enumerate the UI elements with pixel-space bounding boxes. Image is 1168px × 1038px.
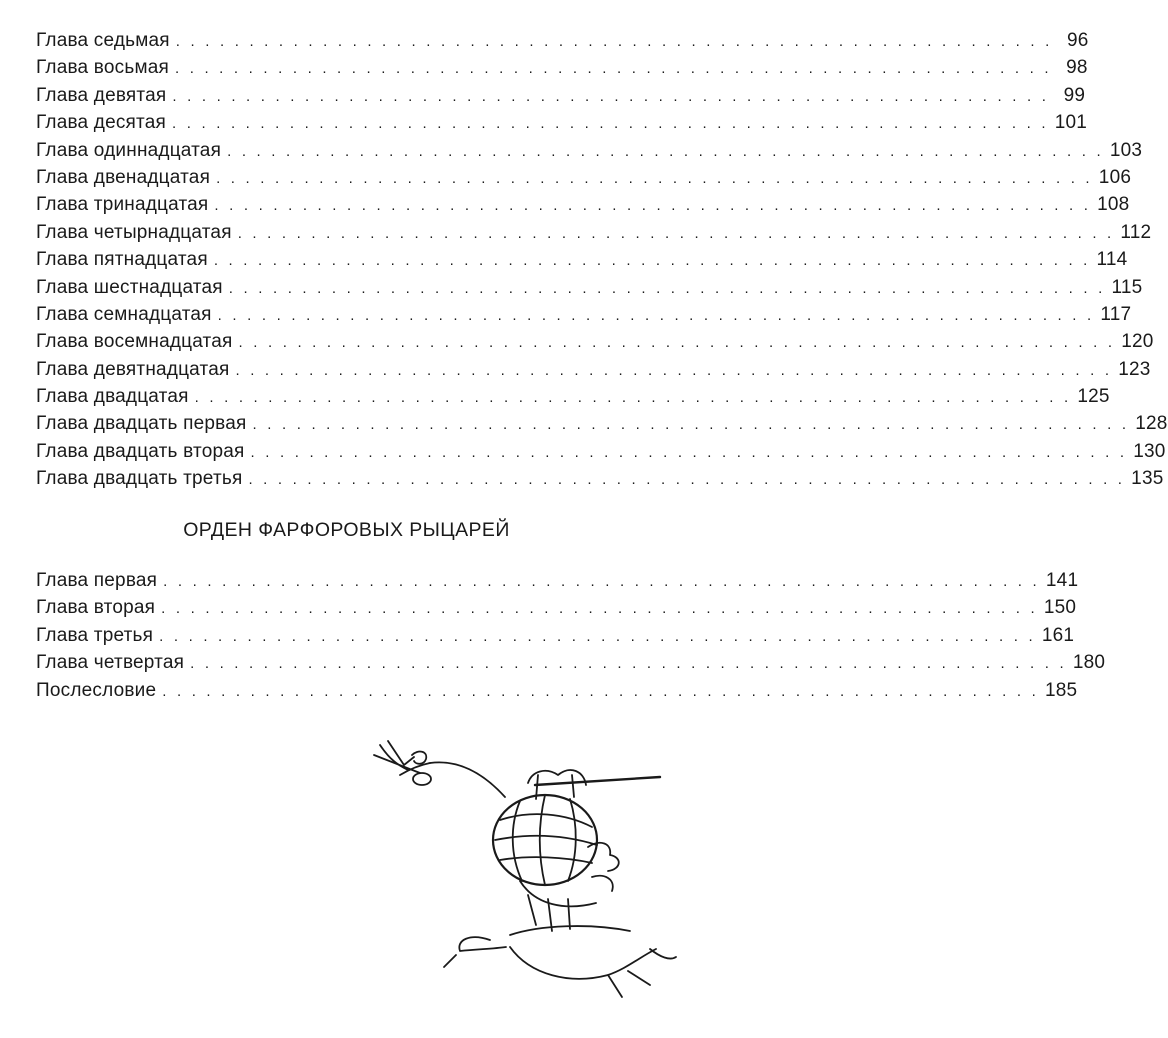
toc-leader-dots: . . . . . . . . . . . . . . . . . . . . . . . . . . . . . . . . . . . . . . . . . . . . . . . . . . . . . . . . . . . . — [235, 361, 1113, 379]
toc-entry-title: Глава двадцатая — [36, 386, 189, 408]
toc-leader-dots: . . . . . . . . . . . . . . . . . . . . . . . . . . . . . . . . . . . . . . . . . . . . . . . . . . . . . . . . . . . . — [194, 389, 1072, 407]
toc-entry-title: Глава семнадцатая — [36, 303, 212, 325]
toc-entry — [36, 440, 1166, 468]
toc-entry — [36, 624, 1075, 652]
toc-entry-title: Глава восьмая — [36, 57, 169, 79]
section-heading: ОРДЕН ФАРФОРОВЫХ РЫЦАРЕЙ — [183, 519, 510, 541]
toc-entry-page-number: 108 — [1097, 194, 1130, 216]
toc-entry-page-number: 112 — [1120, 221, 1152, 243]
toc-leader-dots: . . . . . . . . . . . . . . . . . . . . . . . . . . . . . . . . . . . . . . . . . . . . . . . . . . . . . . . . . . . . — [228, 279, 1106, 297]
toc-leader-dots: . . . . . . . . . . . . . . . . . . . . . . . . . . . . . . . . . . . . . . . . . . . . . . . . . . . . . . . . . . . . — [161, 600, 1038, 618]
toc-entry — [36, 221, 1152, 249]
toc-leader-dots: . . . . . . . . . . . . . . . . . . . . . . . . . . . . . . . . . . . . . . . . . . . . . . . . . . . . . . . . . . . . — [172, 115, 1049, 133]
toc-entry — [36, 249, 1128, 276]
toc-entry — [36, 358, 1151, 386]
toc-entry — [36, 652, 1106, 679]
toc-entry-page-number: 99 — [1063, 84, 1086, 106]
toc-leader-dots: . . . . . . . . . . . . . . . . . . . . . . . . . . . . . . . . . . . . . . . . . . . . . . . . . . . . . . . . . . . . — [217, 306, 1095, 324]
toc-entry-page-number: 125 — [1077, 386, 1110, 408]
toc-entry-page-number: 123 — [1118, 358, 1151, 380]
toc-entry-title: Глава четырнадцатая — [36, 221, 232, 243]
toc-entry — [36, 386, 1110, 413]
toc-entry — [36, 30, 1089, 57]
toc-leader-dots: . . . . . . . . . . . . . . . . . . . . . . . . . . . . . . . . . . . . . . . . . . . . . . . . . . . . . . . . . . . . — [250, 443, 1128, 461]
toc-entry-page-number: 130 — [1133, 440, 1166, 462]
toc-leader-dots: . . . . . . . . . . . . . . . . . . . . . . . . . . . . . . . . . . . . . . . . . . . . . . . . . . . . . . . . . . . . — [248, 471, 1126, 489]
toc-leader-dots: . . . . . . . . . . . . . . . . . . . . . . . . . . . . . . . . . . . . . . . . . . . . . . . . . . . . . . . . . . . . — [174, 60, 1052, 78]
toc-entry — [36, 468, 1164, 495]
toc-entry-page-number: 120 — [1121, 331, 1154, 353]
toc-entry-page-number: 185 — [1044, 679, 1078, 701]
toc-entry — [36, 303, 1132, 331]
toc-leader-dots: . . . . . . . . . . . . . . . . . . . . . . . . . . . . . . . . . . . . . . . . . . . . . . . . . . . . . . . . . . . . — [162, 682, 1039, 700]
toc-leader-dots: . . . . . . . . . . . . . . . . . . . . . . . . . . . . . . . . . . . . . . . . . . . . . . . . . . . . . . . . . . . . — [237, 224, 1115, 242]
toc-leader-dots: . . . . . . . . . . . . . . . . . . . . . . . . . . . . . . . . . . . . . . . . . . . . . . . . . . . . . . . . . . . . — [213, 252, 1091, 270]
toc-entry-title: Глава одиннадцатая — [36, 139, 222, 161]
toc-entry-title: Глава шестнадцатая — [36, 276, 223, 298]
toc-entry — [36, 597, 1077, 624]
toc-entry-title: Глава двадцать вторая — [36, 440, 245, 462]
toc-leader-dots: . . . . . . . . . . . . . . . . . . . . . . . . . . . . . . . . . . . . . . . . . . . . . . . . . . . . . . . . . . . . — [252, 416, 1130, 434]
toc-entry-page-number: 117 — [1100, 303, 1132, 325]
knight-on-globe-sketch-icon — [360, 735, 680, 1005]
toc-entry-page-number: 106 — [1098, 166, 1132, 188]
toc-entry — [36, 57, 1088, 84]
toc-leader-dots: . . . . . . . . . . . . . . . . . . . . . . . . . . . . . . . . . . . . . . . . . . . . . . . . . . . . . . . . . . . . — [159, 627, 1036, 645]
toc-entry — [36, 331, 1154, 358]
toc-entry-page-number: 128 — [1135, 413, 1168, 435]
toc-leader-dots: . . . . . . . . . . . . . . . . . . . . . . . . . . . . . . . . . . . . . . . . . . . . . . . . . . . . . . . . . . . . — [172, 87, 1050, 105]
toc-entry — [36, 139, 1143, 167]
toc-entry-title: Глава девятая — [36, 84, 167, 106]
toc-entry-title: Глава десятая — [36, 112, 166, 134]
toc-entry-page-number: 150 — [1043, 597, 1077, 619]
toc-entry — [36, 570, 1079, 597]
toc-entry-page-number: 101 — [1054, 112, 1088, 134]
toc-entry — [36, 413, 1168, 440]
toc-entry-title: Глава третья — [36, 624, 154, 646]
toc-entry-title: Глава первая — [36, 570, 158, 591]
toc-entry-title: Глава вторая — [36, 597, 156, 619]
toc-entry-page-number: 98 — [1066, 57, 1088, 79]
toc-entry-title: Глава седьмая — [36, 30, 170, 51]
toc-leader-dots: . . . . . . . . . . . . . . . . . . . . . . . . . . . . . . . . . . . . . . . . . . . . . . . . . . . . . . . . . . . . — [190, 655, 1067, 673]
toc-entry-title: Глава тринадцатая — [36, 194, 209, 216]
toc-entry-page-number: 180 — [1072, 652, 1106, 674]
table-of-contents-top — [36, 30, 1168, 496]
toc-leader-dots: . . . . . . . . . . . . . . . . . . . . . . . . . . . . . . . . . . . . . . . . . . . . . . . . . . . . . . . . . . . . — [175, 33, 1053, 50]
toc-entry-title: Глава пятнадцатая — [36, 249, 208, 271]
toc-entry-page-number: 103 — [1109, 139, 1143, 161]
toc-entry-title: Глава четвертая — [36, 652, 185, 674]
toc-entry — [36, 679, 1078, 707]
toc-entry-page-number: 96 — [1066, 30, 1089, 51]
toc-leader-dots: . . . . . . . . . . . . . . . . . . . . . . . . . . . . . . . . . . . . . . . . . . . . . . . . . . . . . . . . . . . . — [214, 197, 1092, 215]
toc-entry-title: Глава двадцать первая — [36, 413, 247, 435]
toc-entry — [36, 84, 1086, 112]
toc-entry-page-number: 114 — [1096, 249, 1128, 271]
toc-entry-title: Послесловие — [36, 679, 157, 701]
toc-entry-title: Глава двенадцатая — [36, 166, 211, 188]
toc-leader-dots: . . . . . . . . . . . . . . . . . . . . . . . . . . . . . . . . . . . . . . . . . . . . . . . . . . . . . . . . . . . . — [238, 334, 1116, 352]
toc-entry-page-number: 161 — [1041, 624, 1075, 646]
toc-entry — [36, 276, 1143, 304]
toc-entry — [36, 166, 1132, 194]
toc-leader-dots: . . . . . . . . . . . . . . . . . . . . . . . . . . . . . . . . . . . . . . . . . . . . . . . . . . . . . . . . . . . . — [227, 142, 1104, 160]
toc-entry-page-number: 135 — [1131, 468, 1164, 490]
toc-entry-title: Глава двадцать третья — [36, 468, 243, 490]
toc-leader-dots: . . . . . . . . . . . . . . . . . . . . . . . . . . . . . . . . . . . . . . . . . . . . . . . . . . . . . . . . . . . . — [163, 573, 1040, 590]
toc-entry — [36, 194, 1130, 221]
toc-leader-dots: . . . . . . . . . . . . . . . . . . . . . . . . . . . . . . . . . . . . . . . . . . . . . . . . . . . . . . . . . . . . — [216, 169, 1093, 187]
table-of-contents-bottom — [36, 570, 1106, 707]
toc-entry — [36, 112, 1088, 139]
toc-entry-title: Глава девятнадцатая — [36, 358, 230, 380]
toc-entry-page-number: 115 — [1111, 276, 1143, 298]
toc-entry-page-number: 141 — [1045, 570, 1079, 591]
toc-entry-title: Глава восемнадцатая — [36, 331, 233, 353]
